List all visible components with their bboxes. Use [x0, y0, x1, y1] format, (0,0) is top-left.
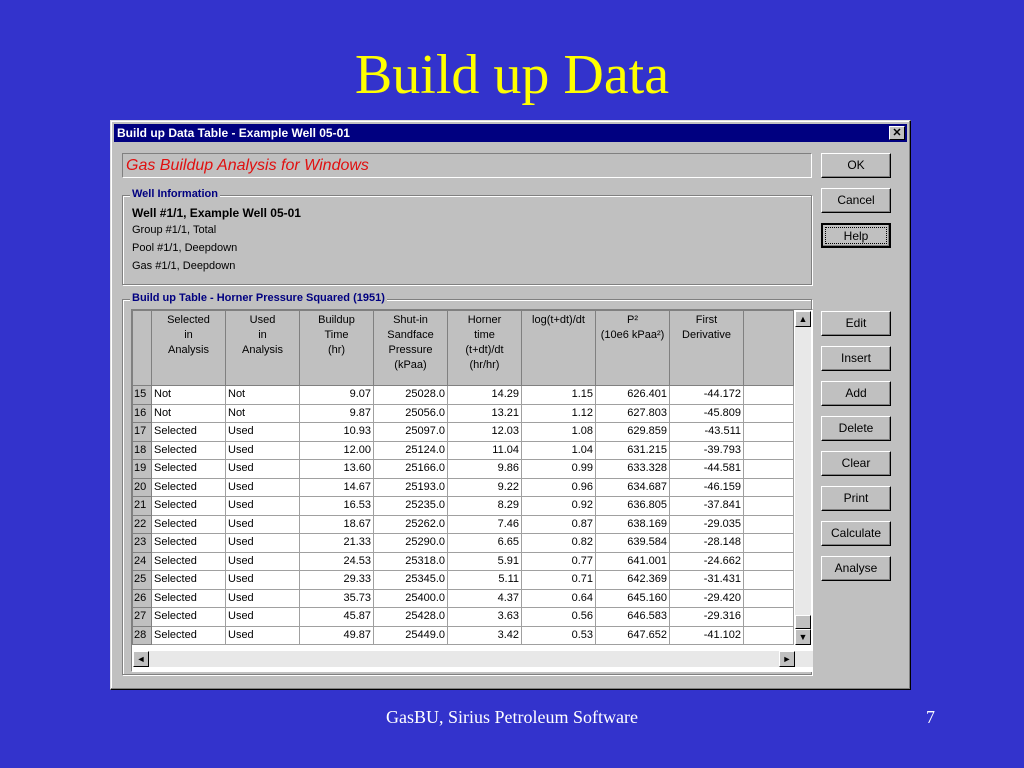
- table-cell[interactable]: 0.71: [522, 571, 596, 590]
- row-number: 27: [133, 608, 152, 627]
- build-up-table-label: Build up Table - Horner Pressure Squared (1951): [132, 292, 385, 304]
- table-cell[interactable]: 647.652: [596, 626, 670, 645]
- table-cell[interactable]: 639.584: [596, 534, 670, 553]
- table-cell[interactable]: 11.04: [448, 441, 522, 460]
- scroll-left-icon[interactable]: ◄: [133, 651, 149, 667]
- table-cell[interactable]: 12.03: [448, 423, 522, 442]
- help-button[interactable]: Help: [821, 223, 891, 248]
- table-cell[interactable]: -28.148: [670, 534, 744, 553]
- table-cell[interactable]: 49.87: [300, 626, 374, 645]
- table-cell[interactable]: Selected: [152, 608, 226, 627]
- table-row[interactable]: [133, 534, 794, 553]
- table-cell[interactable]: 642.369: [596, 571, 670, 590]
- clear-button[interactable]: Clear: [821, 451, 891, 476]
- table-cell[interactable]: Used: [226, 497, 300, 516]
- table-cell[interactable]: 29.33: [300, 571, 374, 590]
- table-cell[interactable]: 626.401: [596, 386, 670, 405]
- table-cell[interactable]: Selected: [152, 441, 226, 460]
- table-cell[interactable]: 25193.0: [374, 478, 448, 497]
- table-row[interactable]: [133, 626, 794, 645]
- table-cell[interactable]: 16.53: [300, 497, 374, 516]
- table-cell[interactable]: 25056.0: [374, 404, 448, 423]
- well-information-label: Well Information: [132, 188, 218, 200]
- table-cell[interactable]: 3.63: [448, 608, 522, 627]
- build-up-data-dialog: [110, 120, 911, 690]
- table-row[interactable]: [133, 552, 794, 571]
- cancel-button[interactable]: Cancel: [821, 188, 891, 213]
- table-cell[interactable]: 21.33: [300, 534, 374, 553]
- table-cell[interactable]: Selected: [152, 497, 226, 516]
- table-cell[interactable]: Used: [226, 571, 300, 590]
- gas-name: Gas #1/1, Deepdown: [132, 260, 236, 272]
- add-button[interactable]: Add: [821, 381, 891, 406]
- row-number: 19: [133, 460, 152, 479]
- table-cell[interactable]: -45.809: [670, 404, 744, 423]
- slide-title: Build up Data: [354, 44, 670, 106]
- table-cell[interactable]: -44.172: [670, 386, 744, 405]
- table-cell[interactable]: 4.37: [448, 589, 522, 608]
- table-cell[interactable]: 633.328: [596, 460, 670, 479]
- table-cell[interactable]: 7.46: [448, 515, 522, 534]
- table-cell[interactable]: 645.160: [596, 589, 670, 608]
- row-number: 21: [133, 497, 152, 516]
- table-cell[interactable]: 25124.0: [374, 441, 448, 460]
- table-cell[interactable]: 9.22: [448, 478, 522, 497]
- column-header[interactable]: Shut-in Sandface Pressure (kPaa): [374, 311, 448, 386]
- table-cell[interactable]: Used: [226, 515, 300, 534]
- table-cell[interactable]: 25166.0: [374, 460, 448, 479]
- table-cell[interactable]: 18.67: [300, 515, 374, 534]
- table-cell[interactable]: 1.12: [522, 404, 596, 423]
- table-cell[interactable]: 0.92: [522, 497, 596, 516]
- calculate-button[interactable]: Calculate: [821, 521, 891, 546]
- well-information-group: [122, 188, 812, 285]
- table-cell[interactable]: [744, 534, 794, 553]
- table-cell[interactable]: [744, 478, 794, 497]
- table-row[interactable]: [133, 589, 794, 608]
- column-header[interactable]: [133, 311, 152, 386]
- column-header[interactable]: P² (10e6 kPaa²): [596, 311, 670, 386]
- table-cell[interactable]: 25262.0: [374, 515, 448, 534]
- table-cell[interactable]: Selected: [152, 515, 226, 534]
- table-cell[interactable]: Not: [226, 386, 300, 405]
- table-cell[interactable]: 631.215: [596, 441, 670, 460]
- table-cell[interactable]: 8.29: [448, 497, 522, 516]
- table-cell[interactable]: [744, 571, 794, 590]
- table-cell[interactable]: 35.73: [300, 589, 374, 608]
- table-cell[interactable]: Selected: [152, 589, 226, 608]
- table-cell[interactable]: 0.99: [522, 460, 596, 479]
- table-cell[interactable]: [744, 460, 794, 479]
- scroll-down-icon[interactable]: ▼: [795, 629, 811, 645]
- table-cell[interactable]: 10.93: [300, 423, 374, 442]
- table-cell[interactable]: 1.04: [522, 441, 596, 460]
- table-cell[interactable]: -44.581: [670, 460, 744, 479]
- table-cell[interactable]: Selected: [152, 423, 226, 442]
- table-cell[interactable]: Selected: [152, 552, 226, 571]
- table-row[interactable]: [133, 460, 794, 479]
- table-row[interactable]: [133, 441, 794, 460]
- table-cell[interactable]: 0.53: [522, 626, 596, 645]
- row-number: 23: [133, 534, 152, 553]
- table-cell[interactable]: 641.001: [596, 552, 670, 571]
- table-cell[interactable]: Selected: [152, 478, 226, 497]
- table-cell[interactable]: -31.431: [670, 571, 744, 590]
- table-cell[interactable]: [744, 423, 794, 442]
- analyse-button[interactable]: Analyse: [821, 556, 891, 581]
- table-cell[interactable]: [744, 608, 794, 627]
- table-cell[interactable]: 0.82: [522, 534, 596, 553]
- table-cell[interactable]: 6.65: [448, 534, 522, 553]
- table-row[interactable]: [133, 571, 794, 590]
- table-cell[interactable]: [744, 552, 794, 571]
- close-icon[interactable]: ✕: [889, 126, 905, 140]
- table-cell[interactable]: 13.60: [300, 460, 374, 479]
- insert-button[interactable]: Insert: [821, 346, 891, 371]
- print-button[interactable]: Print: [821, 486, 891, 511]
- horizontal-scrollbar[interactable]: [133, 651, 813, 667]
- build-up-grid[interactable]: [131, 309, 813, 672]
- table-cell[interactable]: 636.805: [596, 497, 670, 516]
- window-titlebar: [114, 124, 907, 142]
- table-cell[interactable]: 24.53: [300, 552, 374, 571]
- column-header[interactable]: Buildup Time (hr): [300, 311, 374, 386]
- table-cell[interactable]: Selected: [152, 626, 226, 645]
- table-cell[interactable]: 629.859: [596, 423, 670, 442]
- row-number: 15: [133, 386, 152, 405]
- table-cell[interactable]: [744, 589, 794, 608]
- row-number: 17: [133, 423, 152, 442]
- window-title: Build up Data Table - Example Well 05-01: [117, 126, 350, 140]
- table-cell[interactable]: 646.583: [596, 608, 670, 627]
- table-cell[interactable]: 627.803: [596, 404, 670, 423]
- slide-footer: GasBU, Sirius Petroleum Software: [386, 707, 638, 727]
- table-cell[interactable]: [744, 497, 794, 516]
- table-row[interactable]: [133, 423, 794, 442]
- table-cell[interactable]: 25028.0: [374, 386, 448, 405]
- delete-button[interactable]: Delete: [821, 416, 891, 441]
- column-header[interactable]: First Derivative: [670, 311, 744, 386]
- table-cell[interactable]: 0.96: [522, 478, 596, 497]
- scroll-thumb[interactable]: [795, 615, 811, 629]
- row-number: 24: [133, 552, 152, 571]
- table-cell[interactable]: 0.64: [522, 589, 596, 608]
- row-number: 16: [133, 404, 152, 423]
- row-number: 26: [133, 589, 152, 608]
- table-cell[interactable]: [744, 386, 794, 405]
- table-cell[interactable]: [744, 626, 794, 645]
- table-cell[interactable]: -39.793: [670, 441, 744, 460]
- group-name: Group #1/1, Total: [132, 224, 217, 236]
- table-cell[interactable]: Used: [226, 626, 300, 645]
- column-header[interactable]: [744, 311, 794, 386]
- table-cell[interactable]: 14.67: [300, 478, 374, 497]
- table-cell[interactable]: -37.841: [670, 497, 744, 516]
- table-cell[interactable]: 25318.0: [374, 552, 448, 571]
- table-cell[interactable]: [744, 515, 794, 534]
- table-cell[interactable]: Used: [226, 589, 300, 608]
- table-cell[interactable]: 9.07: [300, 386, 374, 405]
- table-cell[interactable]: Selected: [152, 571, 226, 590]
- table-row[interactable]: [133, 386, 794, 405]
- table-cell[interactable]: Not: [226, 404, 300, 423]
- ok-button[interactable]: OK: [821, 153, 891, 178]
- table-row[interactable]: [133, 478, 794, 497]
- table-cell[interactable]: Used: [226, 552, 300, 571]
- table-cell[interactable]: Selected: [152, 534, 226, 553]
- column-header[interactable]: log(t+dt)/dt: [522, 311, 596, 386]
- table-cell[interactable]: 25428.0: [374, 608, 448, 627]
- table-cell[interactable]: 5.11: [448, 571, 522, 590]
- table-cell[interactable]: 5.91: [448, 552, 522, 571]
- row-number: 22: [133, 515, 152, 534]
- table-cell[interactable]: 25400.0: [374, 589, 448, 608]
- row-number: 25: [133, 571, 152, 590]
- table-cell[interactable]: 25449.0: [374, 626, 448, 645]
- table-cell[interactable]: Used: [226, 441, 300, 460]
- table-cell[interactable]: 9.87: [300, 404, 374, 423]
- pool-name: Pool #1/1, Deepdown: [132, 242, 238, 254]
- table-cell[interactable]: -43.511: [670, 423, 744, 442]
- table-cell[interactable]: 0.56: [522, 608, 596, 627]
- table-cell[interactable]: [744, 404, 794, 423]
- table-cell[interactable]: -29.316: [670, 608, 744, 627]
- table-cell[interactable]: Used: [226, 608, 300, 627]
- table-cell[interactable]: -41.102: [670, 626, 744, 645]
- table-cell[interactable]: 12.00: [300, 441, 374, 460]
- page-number: 7: [926, 707, 935, 727]
- table-cell[interactable]: Used: [226, 460, 300, 479]
- table-cell[interactable]: 45.87: [300, 608, 374, 627]
- table-cell[interactable]: 9.86: [448, 460, 522, 479]
- table-cell[interactable]: Selected: [152, 460, 226, 479]
- table-cell[interactable]: Used: [226, 478, 300, 497]
- table-cell[interactable]: Used: [226, 423, 300, 442]
- row-number: 20: [133, 478, 152, 497]
- app-banner: Gas Buildup Analysis for Windows: [122, 153, 812, 178]
- table-row[interactable]: [133, 515, 794, 534]
- table-cell[interactable]: Not: [152, 386, 226, 405]
- scroll-up-icon[interactable]: ▲: [795, 311, 811, 327]
- row-number: 18: [133, 441, 152, 460]
- table-row[interactable]: [133, 608, 794, 627]
- table-cell[interactable]: 25235.0: [374, 497, 448, 516]
- table-cell[interactable]: 25097.0: [374, 423, 448, 442]
- table-row[interactable]: [133, 404, 794, 423]
- well-name: Well #1/1, Example Well 05-01: [132, 206, 301, 220]
- table-cell[interactable]: -29.420: [670, 589, 744, 608]
- table-cell[interactable]: 13.21: [448, 404, 522, 423]
- vertical-scrollbar[interactable]: [795, 311, 811, 643]
- table-cell[interactable]: 638.169: [596, 515, 670, 534]
- row-number: 28: [133, 626, 152, 645]
- table-cell[interactable]: 14.29: [448, 386, 522, 405]
- table-row[interactable]: [133, 497, 794, 516]
- table-cell[interactable]: Used: [226, 534, 300, 553]
- table-cell[interactable]: -46.159: [670, 478, 744, 497]
- table-cell[interactable]: [744, 441, 794, 460]
- table-cell[interactable]: 25290.0: [374, 534, 448, 553]
- edit-button[interactable]: Edit: [821, 311, 891, 336]
- table-cell[interactable]: 0.87: [522, 515, 596, 534]
- table-cell[interactable]: 25345.0: [374, 571, 448, 590]
- table-cell[interactable]: 0.77: [522, 552, 596, 571]
- table-cell[interactable]: -24.662: [670, 552, 744, 571]
- table-cell[interactable]: 1.15: [522, 386, 596, 405]
- column-header[interactable]: Used in Analysis: [226, 311, 300, 386]
- column-header[interactable]: Horner time (t+dt)/dt (hr/hr): [448, 311, 522, 386]
- table-cell[interactable]: -29.035: [670, 515, 744, 534]
- table-cell[interactable]: 634.687: [596, 478, 670, 497]
- column-header[interactable]: Selected in Analysis: [152, 311, 226, 386]
- table-cell[interactable]: Not: [152, 404, 226, 423]
- table-cell[interactable]: 1.08: [522, 423, 596, 442]
- table-cell[interactable]: 3.42: [448, 626, 522, 645]
- scroll-right-icon[interactable]: ►: [779, 651, 795, 667]
